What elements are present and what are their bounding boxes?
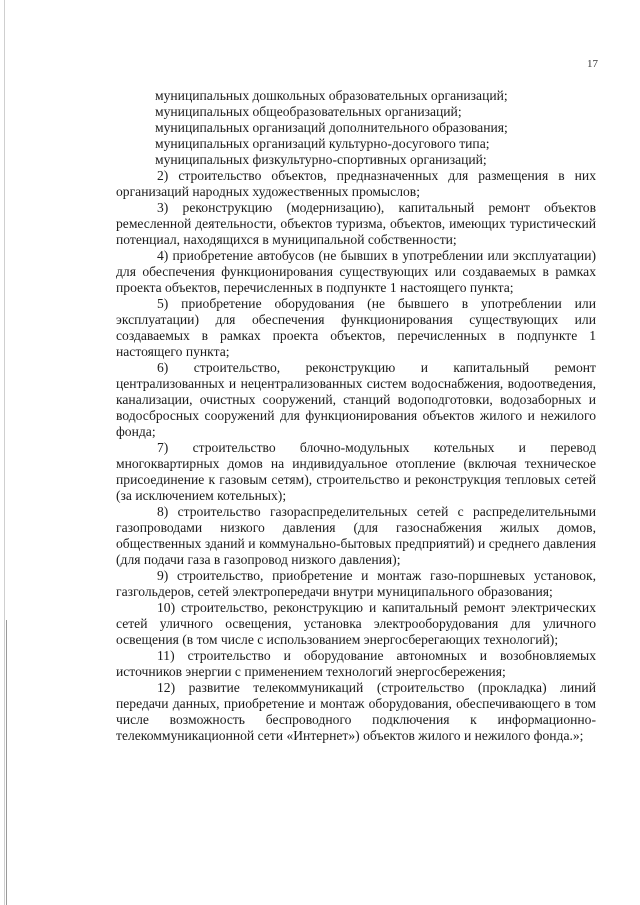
list-item — [116, 600, 596, 648]
list-item-text: 6) строительство, реконструкцию и капитальный ремонт централизованных и нецентрализованных систем водоснабжения, водоотведения, канализации, очистных сооружений, станций водоподготовки, водозаборных и водосбросных сооружений для функционирования объектов жилого и нежилого фонда; — [116, 360, 596, 439]
scan-edge-shadow — [6, 620, 7, 905]
intro-line: муниципальных организаций культурно-досугового типа; — [155, 136, 490, 151]
list-item — [116, 248, 596, 296]
intro-line: муниципальных дошкольных образовательных организаций; — [155, 88, 508, 103]
list-item — [116, 200, 596, 248]
list-item-text: 4) приобретение автобусов (не бывших в употреблении или эксплуатации) для обеспечения функционирования существующих или создаваемых в рамках проекта объектов, перечисленных в подпункте 1 настоящего пункта; — [116, 248, 596, 295]
list-item-text: 11) строительство и оборудование автономных и возобновляемых источников энергии с применением технологий энергосбережения; — [116, 648, 596, 679]
list-item-text: 2) строительство объектов, предназначенных для размещения в них организаций народных художественных промыслов; — [116, 168, 596, 199]
list-item — [116, 680, 596, 744]
list-item-text: 9) строительство, приобретение и монтаж газо-поршневых установок, газгольдеров, сетей электропередачи внутри муниципального образования; — [116, 568, 596, 599]
list-item-text: 8) строительство газораспределительных сетей с распределительными газопроводами низкого давления (для газоснабжения жилых домов, общественных зданий и коммунально-бытовых предприятий) и среднего давления (для подачи газа в газопровод низкого давления); — [116, 504, 596, 567]
list-item-text: 10) строительство, реконструкцию и капитальный ремонт электрических сетей уличного освещения, установка электрооборудования для уличного освещения (в том числе с использованием энергосберегающих технологий); — [116, 600, 596, 647]
list-item-text: 12) развитие телекоммуникаций (строительство (прокладка) линий передачи данных, приобретение и монтаж оборудования, обеспечивающего в том числе возможность беспроводного подключения к информационно-телекоммуникационной сети «Интернет») объектов жилого и нежилого фонда.»; — [116, 680, 596, 743]
scan-edge-line — [4, 0, 5, 905]
list-item — [116, 504, 596, 568]
intro-line: муниципальных общеобразовательных организаций; — [155, 104, 462, 119]
list-item — [116, 568, 596, 600]
list-item-text: 3) реконструкцию (модернизацию), капитальный ремонт объектов ремесленной деятельности, объектов туризма, объектов, имеющих туристический потенциал, находящихся в муниципальной собственности; — [116, 200, 596, 247]
list-item — [116, 168, 596, 200]
intro-line: муниципальных физкультурно-спортивных организаций; — [155, 152, 487, 167]
list-item — [116, 296, 596, 360]
list-item — [116, 440, 596, 504]
list-item — [116, 360, 596, 440]
list-item-text: 7) строительство блочно-модульных котельных и перевод многоквартирных домов на индивидуальное отопление (включая техническое присоединение к газовым сетям), строительство и реконструкция тепловых сетей (за исключением котельных); — [116, 440, 596, 503]
intro-line: муниципальных организаций дополнительного образования; — [155, 120, 508, 135]
page-number: 17 — [587, 58, 598, 70]
list-item-text: 5) приобретение оборудования (не бывшего в употреблении или эксплуатации) для обеспечения функционирования существующих или создаваемых в рамках проекта объектов, перечисленных в подпункте 1 настоящего пункта; — [116, 296, 596, 359]
list-item — [116, 648, 596, 680]
document-body — [116, 88, 596, 744]
